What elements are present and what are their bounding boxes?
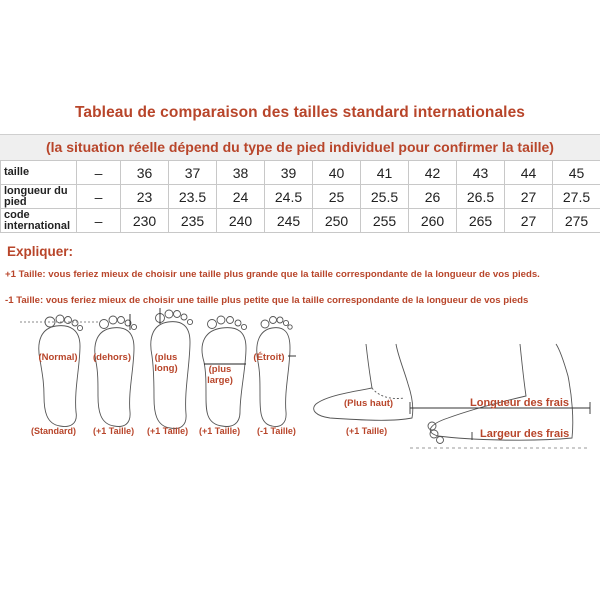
explain-plus-one: +1 Taille: vous feriez mieux de choisir une taille plus grande que la taille correspondante de la longueur de vos pieds.	[5, 269, 540, 280]
table-cell: 25.5	[361, 185, 409, 209]
wide-out-foot-icon	[95, 314, 137, 426]
table-cell: 27	[505, 209, 553, 233]
table-row	[1, 185, 600, 209]
table-cell: 42	[409, 161, 457, 185]
table-cell: 240	[217, 209, 265, 233]
foot-size-label: (+1 Taille)	[147, 426, 189, 436]
length-label: Longueur des frais	[470, 397, 570, 409]
table-cell: 27.5	[553, 185, 600, 209]
side-view-size-label: (+1 Taille)	[346, 426, 388, 436]
table-cell: 43	[457, 161, 505, 185]
explain-minus-one: -1 Taille: vous feriez mieux de choisir une taille plus petite que la taille correspondante de la longueur de vos pieds	[5, 295, 529, 306]
table-cell: 44	[505, 161, 553, 185]
table-cell: 23.5	[169, 185, 217, 209]
width-label: Largeur des frais	[480, 428, 570, 440]
row-dash: –	[77, 185, 121, 209]
table-cell: 275	[553, 209, 600, 233]
table-cell: 235	[169, 209, 217, 233]
table-row	[1, 161, 600, 185]
page-title: Tableau de comparaison des tailles standard internationales	[74, 104, 526, 121]
table-row	[1, 209, 600, 233]
foot-type-label: (Étroit)	[253, 352, 285, 363]
row-label: taille	[1, 161, 77, 185]
size-table	[0, 160, 600, 233]
subtitle-bar: (la situation réelle dépend du type de pied individuel pour confirmer la taille)	[0, 134, 600, 161]
table-cell: 24	[217, 185, 265, 209]
foot-type-label: (dehors)	[93, 352, 131, 363]
table-cell: 26	[409, 185, 457, 209]
table-cell: 245	[265, 209, 313, 233]
table-cell: 255	[361, 209, 409, 233]
row-dash: –	[77, 209, 121, 233]
row-label: code international	[1, 209, 77, 233]
table-cell: 24.5	[265, 185, 313, 209]
table-cell: 260	[409, 209, 457, 233]
table-cell: 37	[169, 161, 217, 185]
table-cell: 25	[313, 185, 361, 209]
table-cell: 230	[121, 209, 169, 233]
foot-size-label: (-1 Taille)	[257, 426, 296, 436]
foot-type-label: (plus long)	[154, 352, 178, 374]
table-cell: 250	[313, 209, 361, 233]
table-cell: 41	[361, 161, 409, 185]
foot-size-label: (+1 Taille)	[93, 426, 135, 436]
explain-heading: Expliquer:	[7, 244, 74, 259]
table-cell: 45	[553, 161, 600, 185]
normal-foot-icon	[20, 315, 100, 426]
feet-illustration	[0, 300, 600, 470]
table-cell: 39	[265, 161, 313, 185]
table-cell: 38	[217, 161, 265, 185]
foot-size-label: (Standard)	[31, 426, 76, 436]
foot-type-label: (Normal)	[38, 352, 78, 363]
table-cell: 40	[313, 161, 361, 185]
row-label: longueur du pied	[1, 185, 77, 209]
foot-type-label: (plus large)	[207, 364, 233, 386]
table-cell: 36	[121, 161, 169, 185]
table-cell: 26.5	[457, 185, 505, 209]
table-cell: 23	[121, 185, 169, 209]
row-dash: –	[77, 161, 121, 185]
side-view-label: (Plus haut)	[344, 398, 394, 409]
narrow-foot-icon	[257, 317, 296, 427]
foot-size-label: (+1 Taille)	[199, 426, 241, 436]
table-cell: 27	[505, 185, 553, 209]
table-cell: 265	[457, 209, 505, 233]
